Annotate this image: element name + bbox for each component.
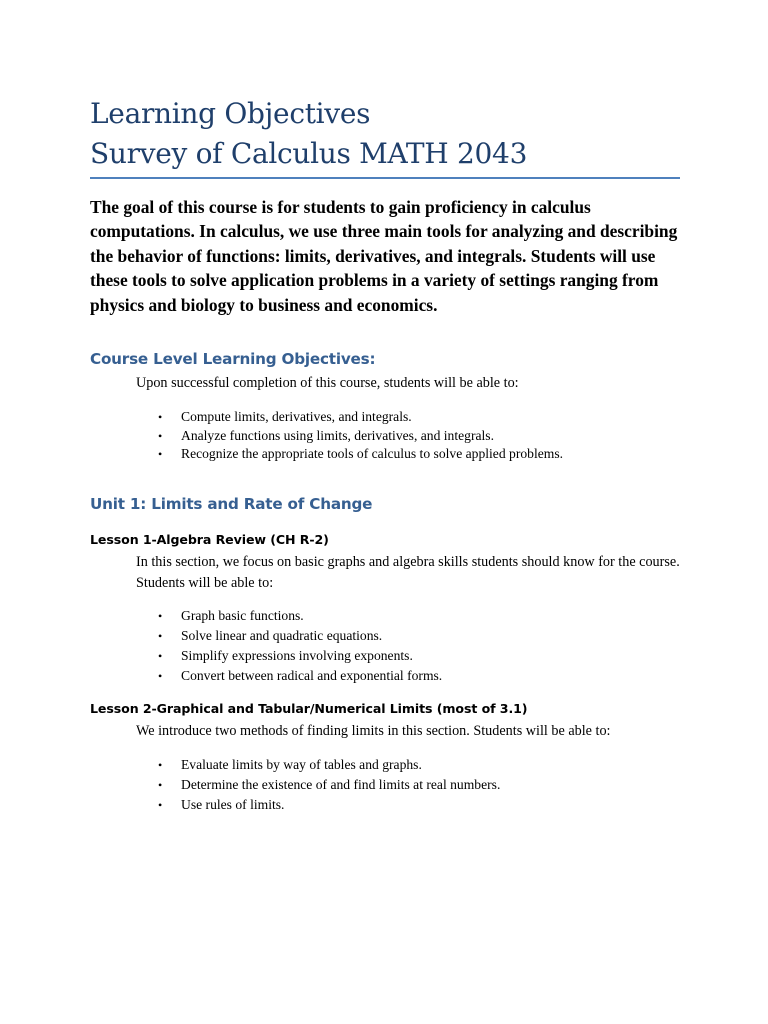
- list-item: • Evaluate limits by way of tables and graphs.: [136, 755, 500, 775]
- course-objectives-lead: Upon successful completion of this course, students will be able to:: [136, 375, 519, 391]
- lesson-2-list: [136, 755, 500, 815]
- bullet-icon: •: [158, 428, 163, 443]
- title-divider: [90, 177, 680, 179]
- lesson-2-heading: Lesson 2-Graphical and Tabular/Numerical Limits (most of 3.1): [90, 701, 528, 716]
- list-item: • Analyze functions using limits, derivatives, and integrals.: [136, 427, 563, 446]
- lesson-1-list: [136, 606, 442, 686]
- bullet-icon: •: [158, 410, 163, 424]
- bullet-icon: •: [158, 649, 163, 663]
- course-objectives-heading: Course Level Learning Objectives:: [90, 350, 376, 368]
- lesson-2-lead: We introduce two methods of finding limits in this section. Students will be able to:: [136, 723, 611, 739]
- list-item: • Recognize the appropriate tools of calculus to solve applied problems.: [136, 445, 563, 464]
- list-item: • Use rules of limits.: [136, 795, 500, 815]
- lesson-1-heading: Lesson 1-Algebra Review (CH R-2): [90, 532, 329, 547]
- bullet-icon: •: [158, 669, 163, 683]
- title-line-2: Survey of Calculus MATH 2043: [90, 137, 528, 170]
- lesson-1-lead: In this section, we focus on basic graphs and algebra skills students should know for the course. Students will be able to:: [136, 554, 680, 591]
- bullet-icon: •: [158, 778, 163, 792]
- list-item: • Determine the existence of and find limits at real numbers.: [136, 775, 500, 795]
- document-title: [90, 94, 527, 174]
- list-item: • Compute limits, derivatives, and integrals.: [136, 408, 563, 427]
- course-objectives-list: [136, 408, 563, 464]
- list-item: • Simplify expressions involving exponents.: [136, 646, 442, 666]
- bullet-icon: •: [158, 798, 163, 812]
- bullet-icon: •: [158, 629, 163, 643]
- list-item: • Graph basic functions.: [136, 606, 442, 626]
- title-line-1: Learning Objectives: [90, 97, 371, 130]
- course-goal-paragraph: The goal of this course is for students to gain proficiency in calculus computations. In calculus, we use three main tools for analyzing and describing the behavior of functions: limits, derivatives, and integrals. Students will use these tools to solve application problems in a variety of settings ranging from physics and biology to business and economics.: [90, 197, 678, 315]
- list-item: • Convert between radical and exponential forms.: [136, 666, 442, 686]
- bullet-icon: •: [158, 758, 163, 772]
- unit-1-heading: Unit 1: Limits and Rate of Change: [90, 495, 373, 513]
- bullet-icon: •: [158, 609, 163, 623]
- list-item: • Solve linear and quadratic equations.: [136, 626, 442, 646]
- bullet-icon: •: [158, 447, 163, 461]
